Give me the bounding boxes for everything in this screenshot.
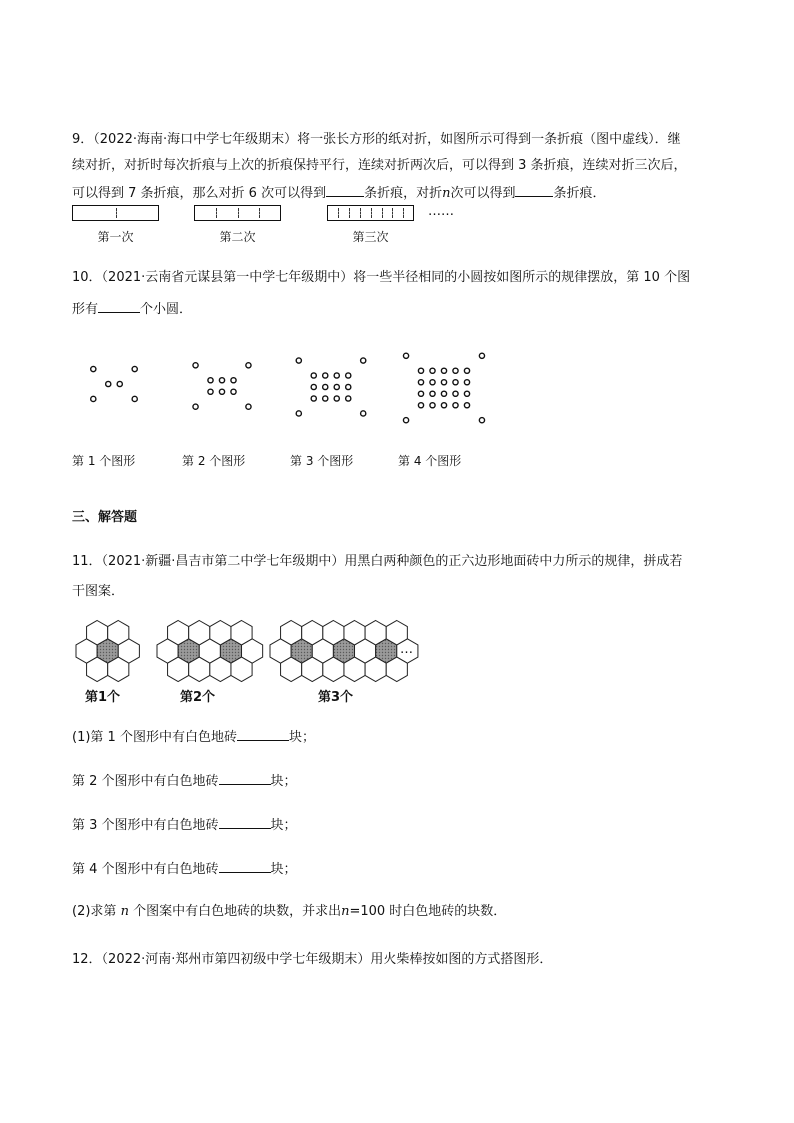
section-title: 三、解答题 bbox=[72, 510, 138, 525]
q9-line-3-d: 条折痕． bbox=[553, 186, 606, 201]
q11-sub-1-suffix: 块； bbox=[288, 730, 315, 745]
q11-sub-3-suffix: 块； bbox=[270, 818, 297, 833]
q10-caption-2: 第 2 个图形 bbox=[182, 454, 246, 468]
hex-figure-3 bbox=[270, 621, 418, 682]
q9-variable-n: n bbox=[442, 186, 451, 201]
hex-figure-1 bbox=[76, 621, 139, 682]
q10-line-1: 10．（2021·云南省元谋县第一中学七年级期中）将一些半径相同的小圆按如图所示的规律摆放，第 10 个图 bbox=[72, 270, 691, 285]
q10-line-2-b: 个小圆． bbox=[140, 302, 193, 317]
q11-blank-3[interactable] bbox=[219, 814, 271, 829]
q10-caption-3: 第 3 个图形 bbox=[290, 454, 354, 468]
q11-sub-2-text: 第 2 个图形中有白色地砖 bbox=[72, 774, 219, 789]
q11-sub-2 bbox=[72, 770, 297, 792]
q11-sub-5-b: 个图案中有白色地砖的块数，并求出 bbox=[133, 904, 342, 919]
q11-sub-5 bbox=[72, 902, 506, 922]
q11-sub-1-text: (1)第 1 个图形中有白色地砖 bbox=[72, 730, 237, 745]
q11-sub-4-suffix: 块； bbox=[270, 862, 297, 877]
q11-sub-5-c: =100 时白色地砖的块数． bbox=[349, 904, 507, 919]
q11-sub-1 bbox=[72, 726, 315, 748]
q11-ellipsis: … bbox=[400, 642, 413, 657]
q11-sub-5-a: (2)求第 bbox=[72, 904, 117, 919]
q9-line-1: 9．（2022·海南·海口中学七年级期末）将一张长方形的纸对折，如图所示可得到一条折痕（图中虚线）．继 bbox=[72, 132, 681, 147]
q9-caption-2: 第二次 bbox=[219, 230, 256, 244]
q11-sub-3-text: 第 3 个图形中有白色地砖 bbox=[72, 818, 219, 833]
q11-blank-2[interactable] bbox=[219, 770, 271, 785]
q9-line-3-c: 次可以得到 bbox=[450, 186, 516, 201]
q9-line-3-b: 条折痕，对折 bbox=[364, 186, 443, 201]
q11-caption-1: 第1个 bbox=[85, 690, 121, 705]
q11-sub-2-suffix: 块； bbox=[270, 774, 297, 789]
hex-figure-2 bbox=[157, 621, 263, 682]
q11-sub-5-var: n bbox=[120, 904, 129, 919]
q11-blank-4[interactable] bbox=[219, 858, 271, 873]
q9-caption-1: 第一次 bbox=[97, 230, 134, 244]
q9-line-2: 续对折，对折时每次折痕与上次的折痕保持平行，连续对折两次后，可以得到 3 条折痕，连续对折三次后， bbox=[72, 158, 687, 173]
q10-caption-4: 第 4 个图形 bbox=[398, 454, 462, 468]
q11-line-2: 干图案． bbox=[72, 584, 125, 599]
q11-line-1: 11．（2021·新疆·昌吉市第二中学七年级期中）用黑白两种颜色的正六边形地面砖中力所示的规律，拼成若 bbox=[72, 554, 683, 569]
q12-line-1: 12．（2022·河南·郑州市第四初级中学七年级期末）用火柴棒按如图的方式搭图形． bbox=[72, 952, 553, 967]
q9-line-3-a: 可以得到 7 条折痕，那么对折 6 次可以得到 bbox=[72, 186, 327, 201]
q11-caption-2: 第2个 bbox=[180, 690, 216, 705]
q11-sub-4 bbox=[72, 858, 297, 880]
q9-ellipsis: …… bbox=[428, 204, 454, 219]
q10-line-2-a: 形有 bbox=[72, 302, 99, 317]
q9-caption-3: 第三次 bbox=[352, 230, 389, 244]
q11-sub-4-text: 第 4 个图形中有白色地砖 bbox=[72, 862, 219, 877]
q10-caption-1: 第 1 个图形 bbox=[72, 454, 136, 468]
q11-sub-3 bbox=[72, 814, 297, 836]
q11-caption-3: 第3个 bbox=[318, 690, 354, 705]
q11-blank-1[interactable] bbox=[237, 726, 289, 741]
q11-sub-5-var2: n bbox=[341, 904, 350, 919]
